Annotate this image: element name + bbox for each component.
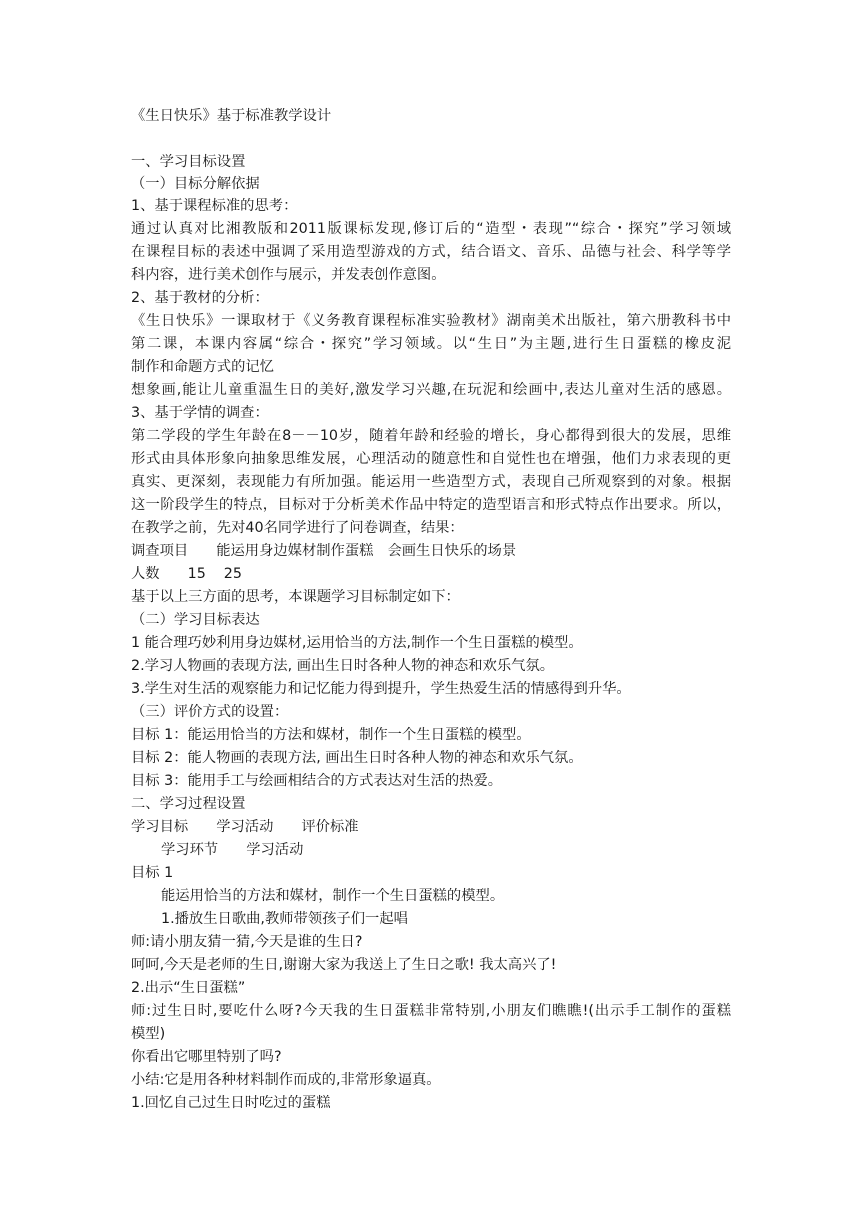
section-heading: 二、学习过程设置 [131, 796, 246, 812]
survey-data-cell: 15 [187, 566, 206, 582]
document-title: 《生日快乐》基于标准教学设计 [131, 108, 332, 124]
paragraph-heading: 2、基于教材的分析： [131, 290, 269, 306]
subsection-heading: （三）评价方式的设置： [131, 704, 289, 720]
activity-line: 1.回忆自己过生日时吃过的蛋糕 [131, 1095, 331, 1111]
paragraph-line: 制作和命题方式的记忆 [131, 359, 274, 375]
section-heading: 一、学习目标设置 [131, 154, 246, 170]
paragraph-line: 这一阶段学生的特点，目标对于分析美术作品中特定的造型语言和形式特点作出要求。所以， [131, 497, 731, 513]
dialogue-line: 师:过生日时,要吃什么呀?今天我的生日蛋糕非常特别,小朋友们瞧瞧!(出示手工制作的蛋糕 [131, 1003, 731, 1019]
paragraph-line: 《生日快乐》一课取材于《义务教育课程标准实验教材》湖南美术出版社，第六册教科书中 [131, 313, 731, 329]
summary-line: 小结:它是用各种材料制作而成的,非常形象逼真。 [131, 1072, 441, 1088]
paragraph-line: 通过认真对比湘教版和2011版课标发现,修订后的“造型・表现”“综合・探究”学习领域 [131, 221, 731, 237]
dialogue-line: 师:请小朋友猜一猜,今天是谁的生日? [131, 934, 363, 950]
process-header-cell: 评价标准 [301, 819, 359, 835]
paragraph-line: 真实、更深刻，表现能力有所加强。能运用一些造型方式，表现自己所观察到的对象。根据 [131, 474, 731, 490]
paragraph-heading: 1、基于课程标准的思考： [131, 198, 298, 214]
dialogue-line: 呵呵,今天是老师的生日,谢谢大家为我送上了生日之歌! 我太高兴了! [131, 957, 557, 973]
subsection-heading: （一）目标分解依据 [131, 176, 260, 192]
survey-header-cell: 会画生日快乐的场景 [387, 543, 517, 559]
survey-data-cell: 25 [223, 566, 242, 582]
process-goal-label: 目标 1 [131, 865, 174, 881]
process-goal-description: 能运用恰当的方法和媒材，制作一个生日蛋糕的模型。 [161, 888, 505, 904]
paragraph-heading: 3、基于学情的调查： [131, 405, 269, 421]
paragraph-line: 在教学之前，先对40名同学进行了问卷调查，结果： [131, 520, 464, 536]
process-header-cell: 学习活动 [216, 819, 274, 835]
survey-header-cell: 能运用身边媒材制作蛋糕 [216, 543, 374, 559]
evaluation-item: 目标 3：能用手工与绘画相结合的方式表达对生活的热爱。 [131, 773, 503, 789]
survey-data-row [131, 563, 242, 585]
evaluation-item: 目标 2：能人物画的表现方法, 画出生日时各种人物的神态和欢乐气氛。 [131, 750, 583, 766]
paragraph-line: 第二学段的学生年龄在8－－10岁，随着年龄和经验的增长，身心都得到很大的发展，思维 [131, 428, 731, 444]
process-header-row [131, 816, 359, 838]
paragraph-line: 在课程目标的表述中强调了采用造型游戏的方式，结合语文、音乐、品德与社会、科学等学 [131, 244, 731, 260]
activity-line: 2.出示“生日蛋糕” [131, 980, 246, 996]
process-subheader-cell: 学习环节 [161, 842, 219, 858]
survey-data-cell: 人数 [131, 566, 160, 582]
objective-item: 1 能合理巧妙利用身边媒材,运用恰当的方法,制作一个生日蛋糕的模型。 [131, 635, 583, 651]
survey-header-row [131, 540, 516, 562]
objective-item: 3.学生对生活的观察能力和记忆能力得到提升，学生热爱生活的情感得到升华。 [131, 681, 631, 697]
objective-item: 2.学习人物画的表现方法, 画出生日时各种人物的神态和欢乐气氛。 [131, 658, 555, 674]
paragraph-line: 第二课，本课内容属“综合・探究”学习领域。以“生日”为主题,进行生日蛋糕的橡皮泥 [131, 336, 731, 352]
process-header-cell: 学习目标 [131, 819, 189, 835]
paragraph-line: 想象画,能让儿童重温生日的美好,激发学习兴趣,在玩泥和绘画中,表达儿童对生活的感恩。 [131, 382, 731, 398]
paragraph-line: 基于以上三方面的思考，本课题学习目标制定如下： [131, 589, 460, 605]
activity-line: 1.播放生日歌曲,教师带领孩子们一起唱 [161, 911, 408, 927]
survey-header-cell: 调查项目 [131, 543, 189, 559]
paragraph-line: 形式由具体形象向抽象思维发展，心理活动的随意性和自觉性也在增强，他们力求表现的更 [131, 451, 731, 467]
dialogue-line: 模型) [131, 1026, 166, 1042]
dialogue-line: 你看出它哪里特别了吗? [131, 1049, 282, 1065]
subsection-heading: （二）学习目标表达 [131, 612, 260, 628]
evaluation-item: 目标 1：能运用恰当的方法和媒材，制作一个生日蛋糕的模型。 [131, 727, 531, 743]
paragraph-line: 科内容，进行美术创作与展示，并发表创作意图。 [131, 267, 446, 283]
process-subheader-cell: 学习活动 [246, 842, 304, 858]
process-subheader-row [161, 839, 303, 861]
